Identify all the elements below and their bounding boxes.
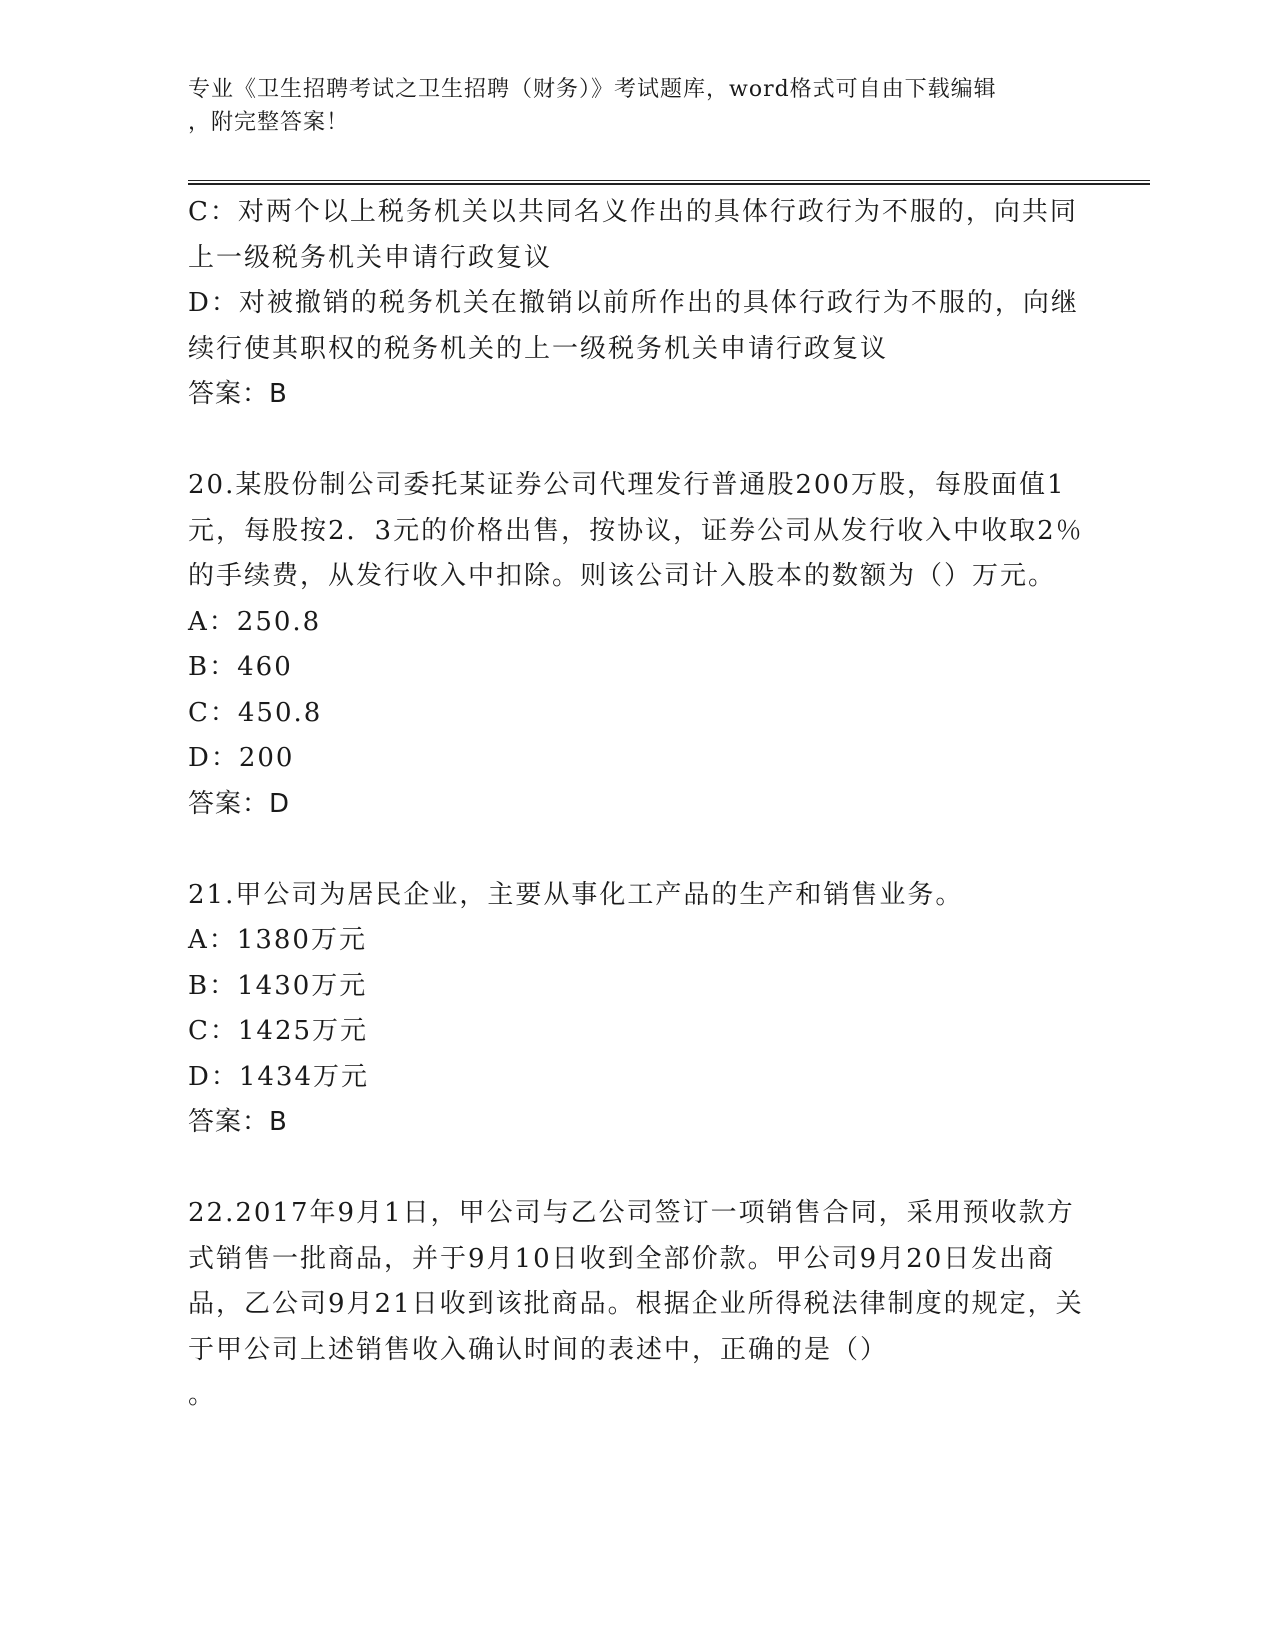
spacer	[188, 1146, 1088, 1192]
option-d: D：对被撤销的税务机关在撤销以前所作出的具体行政行为不服的，向继续行使其职权的税务机关的上一级税务机关申请行政复议	[188, 288, 1079, 364]
question-22	[188, 1191, 1088, 1419]
header-title-continuation: ，附完整答案！	[188, 110, 350, 135]
question-content	[188, 190, 1088, 1419]
option-b: B：460	[188, 652, 293, 682]
answer-line: 答案：B	[188, 1107, 288, 1137]
spacer	[188, 827, 1088, 873]
answer-line: 答案：D	[188, 788, 291, 819]
option-b: B：1430万元	[188, 970, 368, 1001]
document-header	[188, 73, 1078, 139]
answer-line: 答案：B	[188, 379, 288, 409]
question-21	[188, 873, 1088, 1146]
question-20	[188, 463, 1088, 827]
question-stem: 22.2017年9月1日，甲公司与乙公司签订一项销售合同，采用预收款方式销售一批商品，并于9月10日收到全部价款。甲公司9月20日发出商品，乙公司9月21日收到该批商品。根据企业所得税法律制度的规定，关于甲公司上述销售收入确认时间的表述中，正确的是（）	[188, 1198, 1084, 1365]
question-19-tail	[188, 190, 1088, 418]
option-d: D：1434万元	[188, 1061, 370, 1092]
question-stem: 21.甲公司为居民企业，主要从事化工产品的生产和销售业务。	[188, 879, 964, 910]
header-title-line: 专业《卫生招聘考试之卫生招聘（财务）》考试题库，word格式可自由下载编辑	[188, 77, 997, 102]
option-c: C：对两个以上税务机关以共同名义作出的具体行政行为不服的，向共同上一级税务机关申请行政复议	[188, 197, 1078, 273]
option-c: C：1425万元	[188, 1016, 369, 1046]
option-a: A：1380万元	[188, 925, 367, 955]
question-stem-tail: 。	[188, 1380, 217, 1410]
option-a: A：250.8	[188, 606, 322, 637]
option-c: C：450.8	[188, 697, 323, 728]
spacer	[188, 418, 1088, 464]
header-divider	[188, 180, 1150, 185]
question-stem: 20.某股份制公司委托某证券公司代理发行普通股200万股，每股面值1元，每股按2．3元的价格出售，按协议，证券公司从发行收入中收取2％的手续费，从发行收入中扣除。则该公司计入股本的数额为（）万元。	[188, 470, 1084, 591]
option-d: D：200	[188, 743, 295, 773]
